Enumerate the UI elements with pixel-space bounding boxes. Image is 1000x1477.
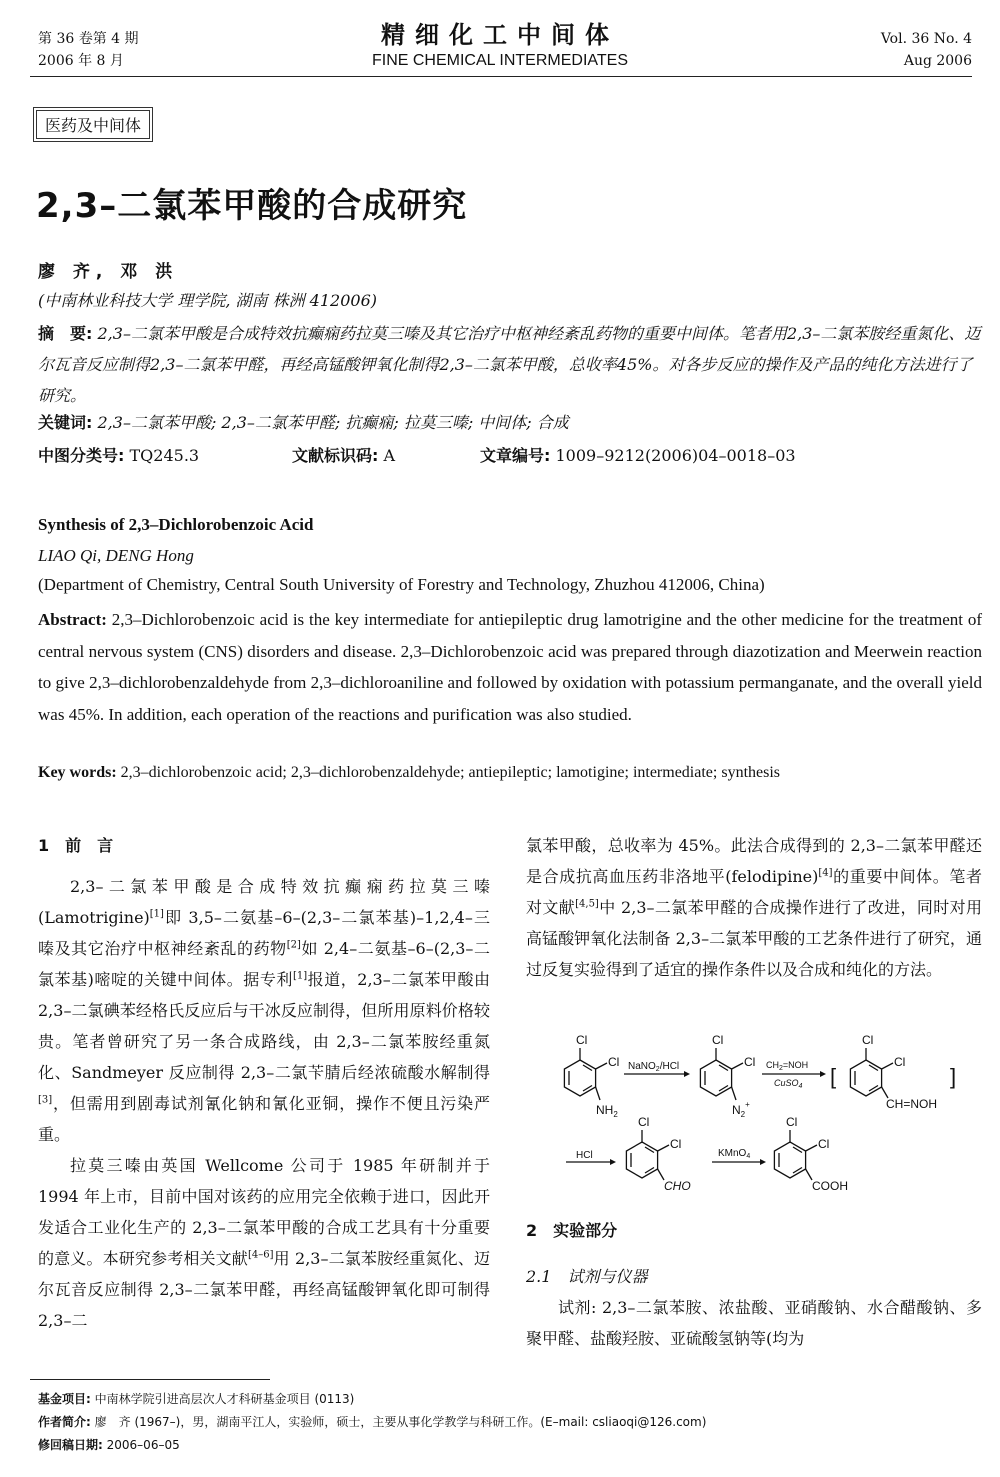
paper-title-zh: 2,3–二氯苯甲酸的合成研究 xyxy=(36,186,468,226)
section-2-1-heading: 2.1 试剂与仪器 xyxy=(526,1267,648,1286)
revised-date-label: 修回稿日期: xyxy=(38,1438,103,1452)
funding-text: 中南林学院引进高层次人才科研基金项目 (0113) xyxy=(94,1392,355,1406)
abstract-zh-label: 摘 要: xyxy=(38,324,93,343)
abstract-zh-text: 2,3–二氯苯甲酸是合成特效抗癫痫药拉莫三嗪及其它治疗中枢神经紊乱药物的重要中间体。笔者用2,3–二氯苯胺经重氮化、迈尔瓦音反应制得2,3–二氯苯甲醛，再经高锰酸钾氧化制得2,3–二氯苯甲酸，总收率45%。对各步反应的操作及产品的纯化方法进行了研究。 xyxy=(38,324,981,405)
affiliation-en: (Department of Chemistry, Central South University of Forestry and Technology, Zhuzhou 412006, China) xyxy=(38,575,765,594)
cl-label: Cl xyxy=(894,1055,906,1069)
reagent-hcl: HCl xyxy=(576,1150,593,1161)
nh2-label: $NH_2$ xyxy=(596,1103,618,1119)
citation: [4,5] xyxy=(575,898,599,910)
keywords-en xyxy=(38,764,780,782)
benzene-ring-3 xyxy=(850,1048,893,1098)
header-right xyxy=(881,28,972,72)
reagent-kmno4: KMnO$_4$ xyxy=(718,1148,751,1160)
keywords-en-text: 2,3–dichlorobenzoic acid; 2,3–dichlorobenzaldehyde; antiepileptic; lamotigine; intermediate; synthesis xyxy=(120,764,781,781)
author-bio-label: 作者简介: xyxy=(38,1415,91,1429)
intro-paragraph-2-continued xyxy=(526,830,982,985)
volume-en: Vol. 36 No. 4 xyxy=(880,31,972,47)
doc-value: A xyxy=(383,446,396,465)
benzene-ring-4 xyxy=(626,1130,669,1180)
paper-title-en: Synthesis of 2,3–Dichlorobenzoic Acid xyxy=(38,515,314,534)
intro-right-a: 氯苯甲酸，总收率为 45%。此法合成得到的 2,3–二氯苯甲醛还是合成抗高血压药非洛地平(felodipine) xyxy=(526,836,982,886)
abstract-en-text: 2,3–Dichlorobenzoic acid is the key intermediate for antiepileptic drug lamotrigine and the other medicine for the treatment of central nervous system (CNS) disorders and disease. 2,3–Dichlorobenzoic acid was prepared through diazotization and Meerwein reaction to give 2,3–dichlorobenzaldehyde from 2,3–dichloroaniline and followed by oxidation with potassium permanganate, and the overall yield was 45%. In addition, each operation of the reactions and purification was also studied. xyxy=(38,610,983,724)
citation: [1] xyxy=(292,970,308,982)
abstract-en-label: Abstract: xyxy=(38,610,107,629)
affiliation-zh: (中南林业科技大学 理学院, 湖南 株洲 412006) xyxy=(38,291,377,310)
intro-paragraph-1 xyxy=(38,871,490,1150)
authors-en: LIAO Qi, DENG Hong xyxy=(38,546,194,565)
footnote-rule xyxy=(30,1379,270,1380)
reagents-paragraph: 试剂: 2,3–二氯苯胺、浓盐酸、亚硝酸钠、水合醋酸钠、多聚甲醛、盐酸羟胺、亚硫酸氢钠等(均为 xyxy=(526,1298,982,1348)
diazonium-label: $N_2^+$ xyxy=(732,1100,750,1119)
authors-zh: 廖 齐, 邓 洪 xyxy=(38,262,179,282)
article-label: 文章编号: xyxy=(480,446,551,465)
reagent-cuso4: CuSO$_4$ xyxy=(774,1078,803,1090)
bracket-left: [ xyxy=(830,1064,837,1089)
funding-label: 基金项目: xyxy=(38,1392,91,1406)
citation: [4] xyxy=(818,867,833,879)
cl-label: Cl xyxy=(670,1137,682,1151)
journal-name-en: FINE CHEMICAL INTERMEDIATES xyxy=(371,52,629,69)
intro-p1-b: 即 3,5–二氨基–6–(2,3–二氯苯基)–1,2,4–三嗪及其它治疗中枢神经紊乱的药物 xyxy=(38,908,490,958)
citation: [4–6] xyxy=(247,1249,274,1261)
keywords-en-label: Key words: xyxy=(38,764,117,781)
benzene-ring-1 xyxy=(564,1048,607,1100)
intro-p1-e: ，但需用到剧毒试剂氰化钠和氰化亚铜，操作不便且污染严重。 xyxy=(38,1094,490,1144)
header-rule xyxy=(30,76,972,77)
cooh-label: COOH xyxy=(812,1179,848,1193)
cl-label: Cl xyxy=(818,1137,830,1151)
intro-p1-d: 报道，2,3–二氯苯甲酸由 2,3–二氯碘苯经格氏反应后与干冰反应制得，但所用原料价格较贵。笔者曾研究了另一条合成路线，由 2,3–二氯苯胺经重氮化、Sandmeyer 反应制得 2,3–二氯苄腈后经浓硫酸水解制得 xyxy=(38,970,490,1082)
citation: [3] xyxy=(38,1094,53,1106)
clc-label: 中图分类号: xyxy=(38,446,125,465)
date-zh: 2006 年 8 月 xyxy=(38,53,124,69)
footnotes xyxy=(38,1388,982,1457)
footnote-funding xyxy=(38,1388,982,1411)
revised-date-text: 2006–06–05 xyxy=(106,1438,180,1452)
reaction-scheme xyxy=(526,1022,982,1202)
intro-paragraph-2 xyxy=(38,1150,490,1336)
cl-label: Cl xyxy=(712,1033,724,1047)
body-right-column xyxy=(526,830,982,985)
cl-label: Cl xyxy=(576,1033,588,1047)
article-value: 1009–9212(2006)04–0018–03 xyxy=(555,446,796,465)
citation: [1] xyxy=(149,908,164,920)
intro-p2-b: 用 2,3–二氯苯胺经重氮化、迈尔瓦音反应制得 2,3–二氯苯甲醛，再经高锰酸钾氧化即可制得 2,3–二 xyxy=(38,1249,490,1330)
cl-label: Cl xyxy=(638,1115,650,1129)
keywords-zh-label: 关键词: xyxy=(38,413,93,432)
abstract-zh xyxy=(38,318,982,411)
volume-zh: 第 36 卷第 4 期 xyxy=(38,31,139,47)
oxime-label: CH=NOH xyxy=(886,1097,938,1111)
doc-code xyxy=(292,443,395,466)
keywords-zh-text: 2,3–二氯苯甲酸; 2,3–二氯苯甲醛; 抗癫痫; 拉莫三嗪; 中间体; 合成 xyxy=(97,413,569,432)
intro-right-b: 的重要中间体。笔者对文献 xyxy=(526,867,982,917)
section-1-heading: 1 前 言 xyxy=(38,836,114,855)
intro-p1-a: 2,3–二氯苯甲酸是合成特效抗癫痫药拉莫三嗪(Lamotrigine) xyxy=(38,877,490,927)
cho-label: CHO xyxy=(664,1179,691,1193)
intro-p1-c: 如 2,4–二氨基–6–(2,3–二氯苯基)嘧啶的关键中间体。据专利 xyxy=(38,939,490,989)
bracket-right: ] xyxy=(950,1064,957,1089)
cl-label: Cl xyxy=(744,1055,756,1069)
column-tag: 医药及中间体 xyxy=(36,110,150,139)
keywords-zh xyxy=(38,410,569,433)
journal-name-zh: 精细化工中间体 xyxy=(381,21,619,49)
benzene-ring-2 xyxy=(700,1048,743,1100)
header-left xyxy=(38,28,139,72)
intro-p2-a: 拉莫三嗪由英国 Wellcome 公司于 1985 年研制并于 1994 年上市，目前中国对该药的应用完全依赖于进口，因此开发适合工业化生产的 2,3–二氯苯甲酸的合成工艺具有十分重要的意义。本研究参考相关文献 xyxy=(38,1156,490,1268)
cl-label: Cl xyxy=(786,1115,798,1129)
clc-value: TQ245.3 xyxy=(129,446,200,465)
section-2-heading: 2 实验部分 xyxy=(526,1221,618,1240)
clc-number xyxy=(38,443,199,466)
author-bio-text: 廖 齐 (1967–)，男，湖南平江人，实验师，硕士，主要从事化学教学与科研工作。(E–mail: csliaoqi@126.com) xyxy=(94,1415,707,1429)
cl-label: Cl xyxy=(862,1033,874,1047)
cl-label: Cl xyxy=(608,1055,620,1069)
date-en: Aug 2006 xyxy=(903,53,972,69)
article-number xyxy=(480,443,796,466)
journal-header xyxy=(330,20,670,72)
footnote-author xyxy=(38,1411,982,1434)
reagent-nano2-hcl: NaNO$_2$/HCl xyxy=(628,1061,680,1073)
reagent-formaldoxime: $CH_2=NOH$ xyxy=(766,1060,809,1072)
abstract-en xyxy=(38,604,982,730)
citation: [2] xyxy=(286,939,301,951)
intro-right-c: 中 2,3–二氯苯甲醛的合成操作进行了改进，同时对用高锰酸钾氧化法制备 2,3–二氯苯甲酸的工艺条件进行了研究，通过反复实验得到了适宜的操作条件以及合成和纯化的方法。 xyxy=(526,898,982,979)
reaction-scheme-svg xyxy=(526,1022,982,1202)
body-left-column xyxy=(38,830,490,1336)
doc-label: 文献标识码: xyxy=(292,446,379,465)
footnote-revised-date xyxy=(38,1434,982,1457)
benzene-ring-5 xyxy=(774,1130,817,1180)
